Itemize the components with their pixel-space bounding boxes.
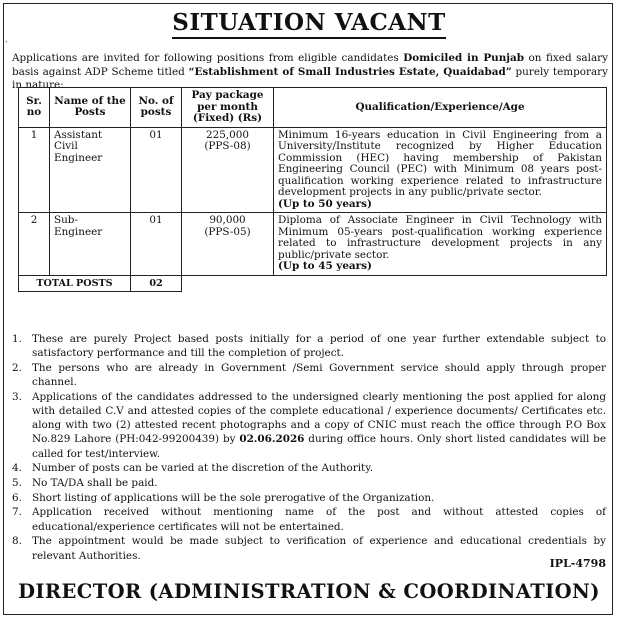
reference-number: IPL-4798	[549, 557, 606, 570]
pay-scale: (PPS-05)	[204, 225, 251, 238]
intro-text-3: purely temporary in nature:	[12, 65, 609, 91]
empty-cell	[182, 275, 274, 292]
list-item	[12, 534, 606, 562]
item-text: No TA/DA shall be paid.	[32, 477, 158, 490]
item-text	[32, 390, 606, 461]
item-number: 7.	[12, 506, 22, 519]
intro-text-2: on fixed salary basis against ADP Scheme titled	[12, 52, 608, 78]
item-number: 4.	[12, 462, 22, 475]
table-header-row	[19, 88, 607, 128]
intro-scheme-title: “Establishment of Small Industries Estate, Quaidabad”	[188, 65, 512, 78]
qualification-text: Minimum 16-years education in Civil Engineering from a University/Institute recognized by Higher Education Commission (HEC) having membership of Pakistan Engineering Council (PEC) with Minimum 08 years post-qualification working experience related to infrastructure development projects in any public/private sector.	[278, 128, 602, 198]
row-post-count: 01	[131, 127, 182, 213]
title-text: SITUATION VACANT	[172, 9, 446, 39]
pay-amount: 90,000	[209, 214, 246, 226]
total-row	[19, 275, 607, 292]
table-row	[19, 127, 607, 213]
total-value: 02	[131, 275, 182, 292]
row-pay	[182, 213, 274, 276]
item-number: 1.	[12, 333, 22, 345]
age-limit: (Up to 50 years)	[278, 197, 372, 210]
list-item	[12, 332, 606, 360]
item-text: These are purely Project based posts initially for a period of one year further extendable subject to satisfactory performance and till the completion of project.	[32, 333, 606, 360]
list-item	[12, 491, 606, 505]
intro-text-1: Applications are invited for following positions from eligible candidates	[12, 52, 404, 64]
row-post-name: Sub-Engineer	[50, 213, 131, 276]
deadline-date: 02.06.2026	[239, 433, 305, 446]
item-number: 8.	[12, 535, 22, 548]
posts-table	[18, 87, 607, 292]
item-text-before: Applications of the candidates addressed to the undersigned clearly mentioning the post applied for along with detailed C.V and attested copies of the complete educational / experience documents/ Certificates etc. along with two (2) attested recent photographs and a copy of CNIC must reach the office through P.O Box No.829 Lahore (PH:042-99200439) by	[32, 390, 606, 446]
list-item	[12, 461, 606, 475]
empty-cell	[274, 275, 607, 292]
header-sr-no: Sr. no	[19, 88, 50, 128]
list-item	[12, 361, 606, 389]
row-sr: 2	[19, 213, 50, 276]
row-post-count: 01	[131, 213, 182, 276]
header-no-of-posts: No. of posts	[131, 88, 182, 128]
item-text: Short listing of applications will be the sole prerogative of the Organization.	[32, 491, 435, 504]
item-number: 6.	[12, 491, 22, 504]
header-pay-package: Pay package per month (Fixed) (Rs)	[182, 88, 274, 128]
decorative-mark: ‘	[5, 40, 8, 48]
header-qualification: Qualification/Experience/Age	[274, 88, 607, 128]
row-pay	[182, 127, 274, 213]
item-number: 3.	[12, 390, 22, 403]
row-post-name: Assistant Civil Engineer	[50, 127, 131, 213]
header-post-name: Name of the Posts	[50, 88, 131, 128]
item-number: 2.	[12, 361, 22, 374]
qualification-text: Diploma of Associate Engineer in Civil Technology with Minimum 05-years post-qualification working experience related to infrastructure development projects in any public/private sector.	[278, 214, 602, 261]
intro-domicile: Domiciled in Punjab	[403, 52, 525, 64]
signatory-title: DIRECTOR (ADMINISTRATION & COORDINATION)	[18, 580, 600, 603]
item-text: The persons who are already in Government /Semi Government service should apply through proper channel.	[32, 361, 606, 389]
item-text: The appointment would be made subject to verification of experience and educational credentials by relevant Authorities.	[32, 535, 606, 562]
list-item	[12, 390, 606, 461]
item-text: Number of posts can be varied at the discretion of the Authority.	[32, 462, 374, 475]
list-item	[12, 505, 606, 533]
pay-scale: (PPS-08)	[204, 140, 251, 152]
total-label: TOTAL POSTS	[19, 275, 131, 292]
row-sr: 1	[19, 127, 50, 213]
item-text-after: during office hours. Only short listed candidates will be called for test/interview.	[32, 433, 606, 460]
row-qualification	[274, 127, 607, 213]
age-limit: (Up to 45 years)	[278, 260, 372, 272]
row-qualification	[274, 213, 607, 276]
list-item	[12, 476, 606, 490]
table-row	[19, 213, 607, 276]
item-number: 5.	[12, 477, 22, 490]
pay-amount: 225,000	[206, 128, 249, 141]
item-text: Application received without mentioning name of the post and without attested copies of educational/experience certificates will not be entertained.	[32, 506, 606, 533]
terms-list	[12, 332, 606, 563]
page-title	[0, 9, 618, 36]
